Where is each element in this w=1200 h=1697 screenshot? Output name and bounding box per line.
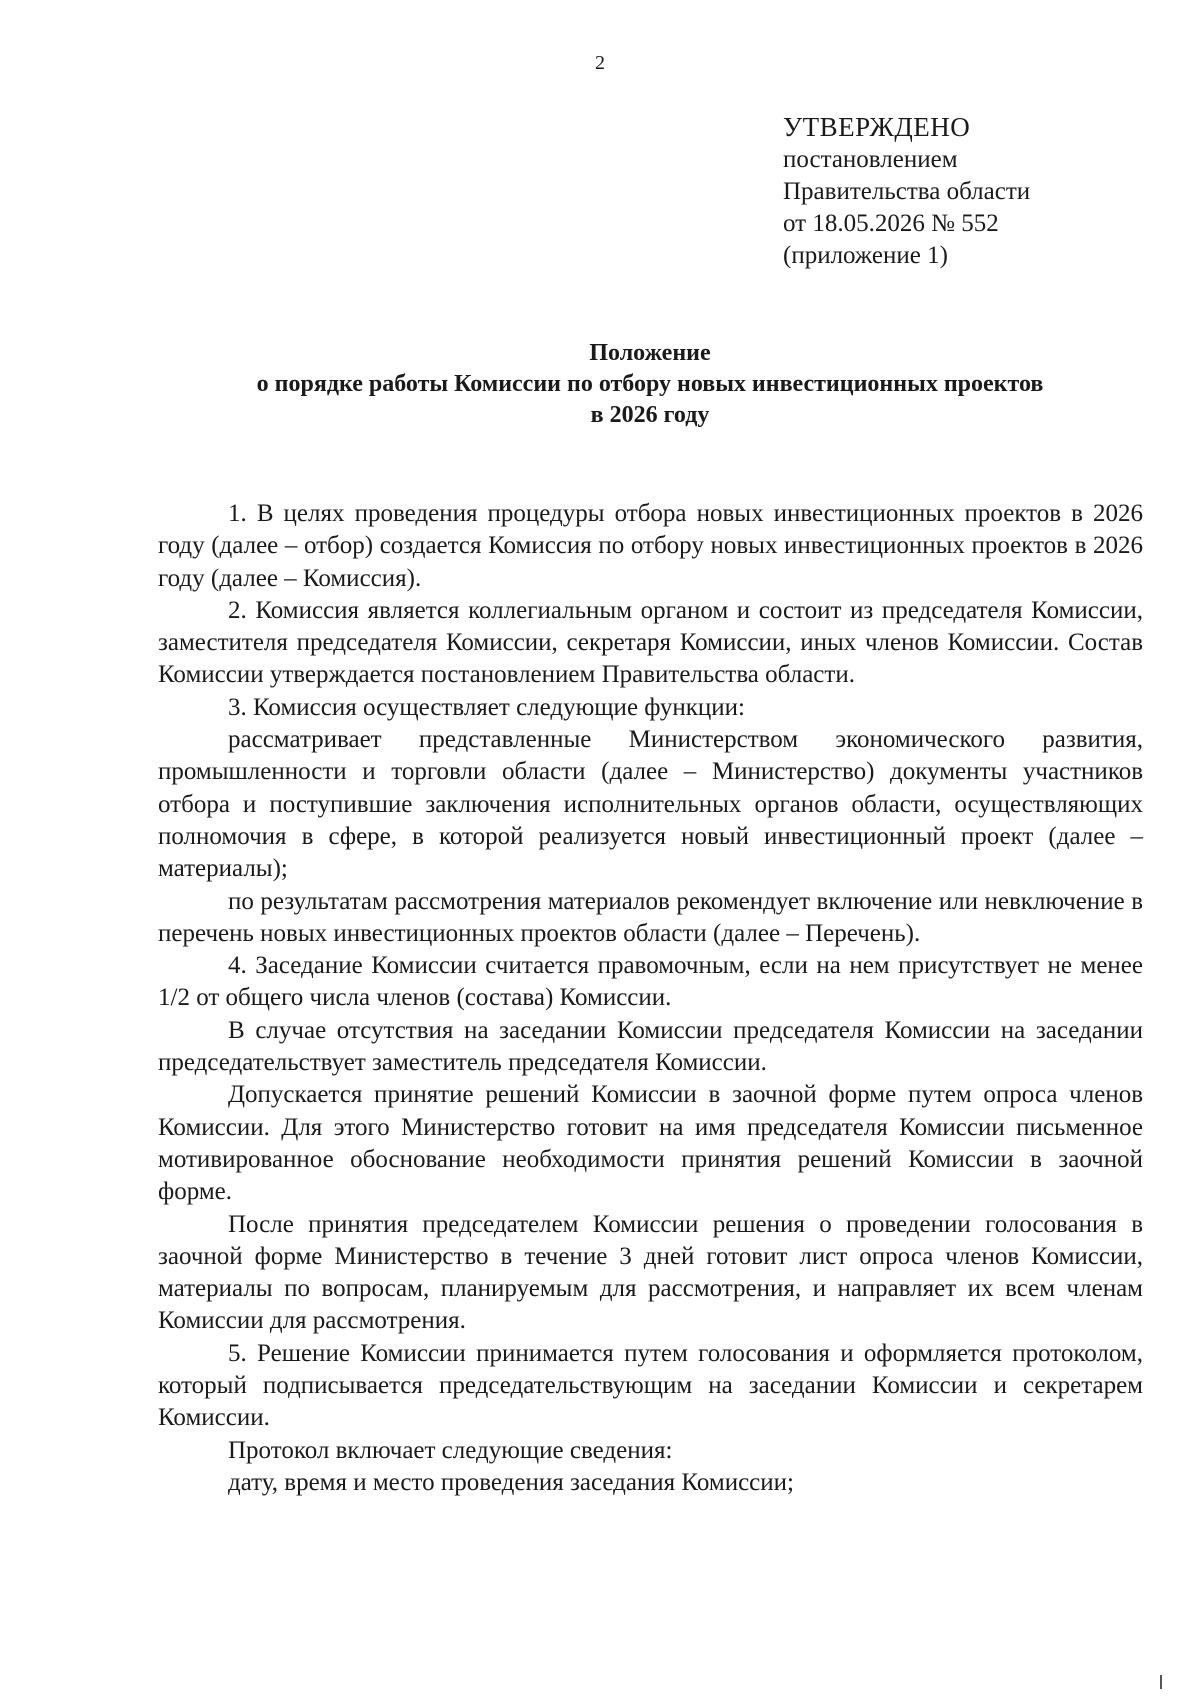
paragraph-1: 1. В целях проведения процедуры отбора новых инвестиционных проектов в 2026 году (далее – отбор) создается Комиссия по отбору новых инвестиционных проектов в 2026 году (далее – Комиссия).	[158, 500, 1143, 592]
paragraph-12: дату, время и место проведения заседания Комиссии;	[228, 1468, 794, 1496]
approval-stamp	[783, 110, 1030, 272]
document-title-line-1: Положение	[589, 340, 711, 366]
paragraph-4: рассматривает представленные Министерством экономического развития, промышленности и торговли области (далее – Министерство) документы участников отбора и поступившие заключения исполнительных органов области, осуществляющих полномочия в сфере, в которой реализуется новый инвестиционный проект (далее – материалы);	[158, 726, 1143, 883]
paragraph-7: В случае отсутствия на заседании Комиссии председателя Комиссии на заседании председательствует заместитель председателя Комиссии.	[158, 1016, 1143, 1077]
document-body	[158, 498, 1143, 1499]
paragraph-9: После принятия председателем Комиссии решения о проведении голосования в заочной форме Министерство в течение 3 дней готовит лист опроса членов Комиссии, материалы по вопросам, планируемым для рассмотрения, и направляет их всем членам Комиссии для рассмотрения.	[158, 1210, 1143, 1335]
approval-line-2: Правительства области	[783, 178, 1031, 205]
paragraph-5: по результатам рассмотрения материалов рекомендует включение или невключение в перечень новых инвестиционных проектов области (далее – Перечень).	[158, 887, 1143, 947]
paragraph-11: Протокол включает следующие сведения:	[228, 1436, 673, 1464]
page-number: 2	[595, 52, 605, 74]
scan-edge-mark	[1160, 1675, 1162, 1689]
approval-title: УТВЕРЖДЕНО	[783, 112, 971, 142]
document-title-line-2: о порядке работы Комиссии по отбору новых инвестиционных проектов	[256, 371, 1044, 397]
document-title	[0, 338, 1200, 431]
paragraph-8: Допускается принятие решений Комиссии в заочной форме путем опроса членов Комиссии. Для этого Министерство готовит на имя председателя Комиссии письменное мотивированное обоснование необходимости принятия решений Комиссии в заочной форме.	[158, 1081, 1143, 1206]
paragraph-10: 5. Решение Комиссии принимается путем голосования и оформляется протоколом, который подписывается председательствующим на заседании Комиссии и секретарем Комиссии.	[158, 1339, 1143, 1432]
paragraph-2: 2. Комиссия является коллегиальным органом и состоит из председателя Комиссии, заместителя председателя Комиссии, секретаря Комиссии, иных членов Комиссии. Состав Комиссии утверждается постановлением Правительства области.	[158, 596, 1143, 689]
paragraph-3: 3. Комиссия осуществляет следующие функции:	[228, 693, 745, 721]
paragraph-6: 4. Заседание Комиссии считается правомочным, если на нем присутствует не менее 1/2 от общего числа членов (состава) Комиссии.	[158, 952, 1143, 1012]
approval-line-3: от 18.05.2026 № 552	[783, 210, 999, 237]
document-title-line-3: в 2026 году	[590, 402, 710, 428]
approval-line-1: постановлением	[783, 146, 958, 173]
approval-line-4: (приложение 1)	[783, 242, 948, 269]
